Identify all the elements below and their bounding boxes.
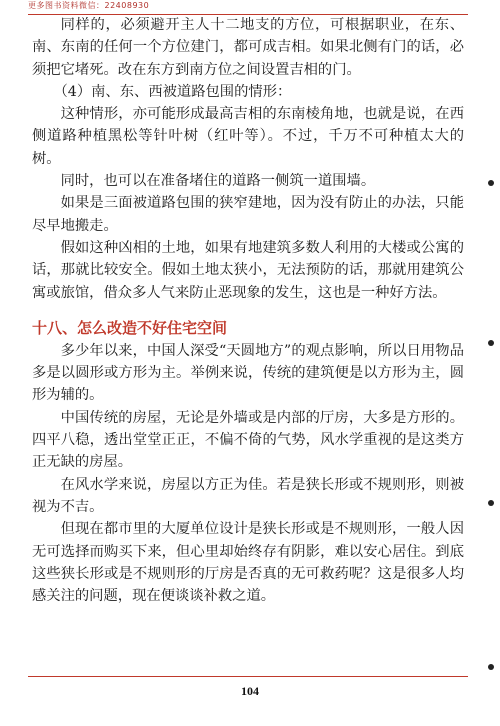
paragraph: 但现在都市里的大厦单位设计是狭长形或是不规则形，一般人因无可选择而购买下来，但心里却始终存有阴影，难以安心居住。到底这些狭长形或是不规则形的厅房是否真的无可救药呢？这是很多人均感关注的问题，现在便谈谈补救之道。	[32, 521, 464, 605]
section-title: 十八、怎么改造不好住宅空间	[32, 318, 228, 337]
paragraph: 同时，也可以在准备堵住的道路一侧筑一道围墙。	[60, 173, 376, 190]
paragraph: 假如这种凶相的土地，如果有地建筑多数人利用的大楼或公寓的话，那就比较安全。假如土地太狭小，无法预防的话，那就用建筑公寓或旅馆，借众多人气来防止恶现象的发生，这也是一种好方法。	[32, 239, 464, 301]
paragraph: 中国传统的房屋，无论是外墙或是内部的厅房，大多是方形的。四平八稳，透出堂堂正正，不偏不倚的气势，风水学重视的是这类方正无缺的房屋。	[32, 409, 464, 471]
paragraph: 这种情形，亦可能形成最高吉相的东南棱角地，也就是说，在西侧道路种植黑松等针叶树（红叶等）。不过，千万不可种植太大的树。	[32, 106, 464, 167]
header-tag: 更多图书资料微信：22408930	[28, 1, 150, 10]
paragraph: 在风水学来说，房屋以方正为佳。若是狭长形或不规则形，则被视为不吉。	[32, 476, 464, 515]
binding-dot-icon	[488, 500, 494, 506]
paragraph: 如果是三面被道路包围的狭窄建地，因为没有防止的办法，只能尽早地搬走。	[32, 195, 464, 234]
page-number: 104	[241, 684, 259, 698]
page-footer-rule	[28, 676, 468, 677]
binding-dot-icon	[488, 180, 494, 186]
paragraph: 同样的，必须避开主人十二地支的方位，可根据职业，在东、南、东南的任何一个方位建门，都可成吉相。如果北侧有门的话，必须把它堵死。改在东方到南方位之间设置吉相的门。	[32, 17, 464, 78]
paragraph: 多少年以来，中国人深受“天圆地方”的观点影响，所以日用物品多是以圆形或方形为主。举例来说，传统的建筑便是以方形为主，圆形为辅的。	[32, 342, 464, 404]
page-header-rule	[28, 0, 468, 15]
binding-dot-icon	[488, 664, 494, 670]
page-content	[32, 14, 464, 607]
binding-dot-icon	[488, 340, 494, 346]
subheading: （4）南、东、西被道路包围的情形：	[53, 83, 292, 100]
